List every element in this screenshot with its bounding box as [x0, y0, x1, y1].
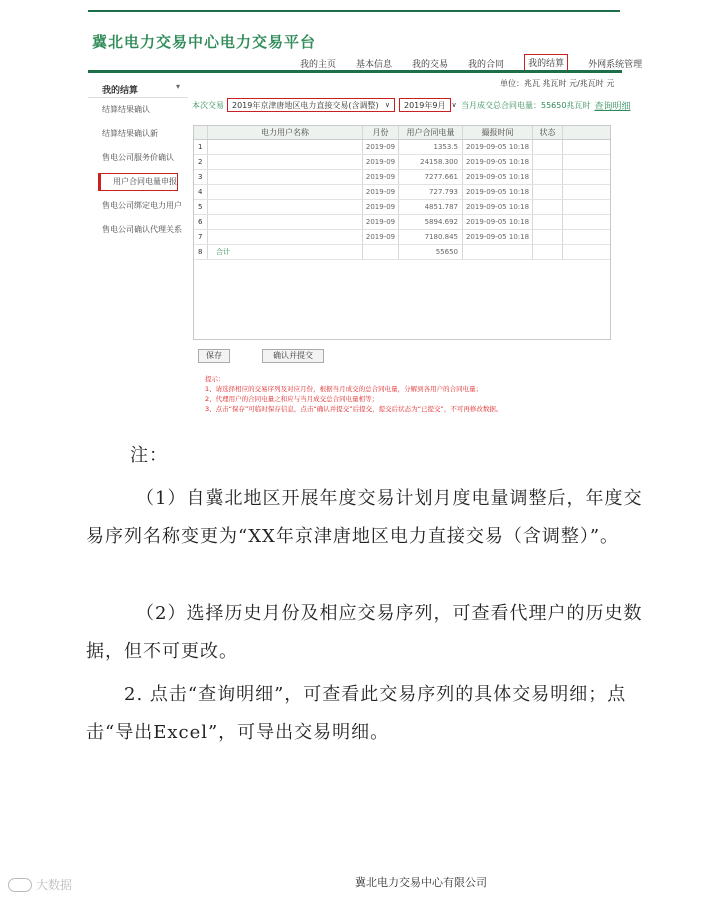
row-time [463, 245, 533, 259]
row-status [533, 215, 563, 229]
table-row[interactable] [194, 230, 610, 245]
row-index: 5 [194, 200, 208, 214]
sidebar-item-agency-confirm[interactable]: 售电公司确认代理关系 [102, 225, 182, 234]
row-user-name [208, 185, 363, 199]
nav-item-home[interactable]: 我的主页 [300, 60, 337, 70]
total-qty: 55650 [399, 245, 463, 259]
row-user-name [208, 155, 363, 169]
row-month: 2019-09 [363, 170, 399, 184]
tip-line: 1、请选择相应的交易序列及对应月份，根据当月成交的总合同电量，分解到各用户的合同电量； [205, 385, 483, 393]
row-month: 2019-09 [363, 140, 399, 154]
row-qty[interactable]: 7180.845 [399, 230, 463, 244]
row-user-name [208, 215, 363, 229]
notes-heading: 注： [130, 445, 168, 466]
col-status: 状态 [533, 126, 563, 139]
row-index: 6 [194, 215, 208, 229]
col-index [194, 126, 208, 139]
sidebar-item-settlement-confirm[interactable]: 结算结果确认 [102, 105, 150, 114]
nav-item-external-admin[interactable]: 外网系统管理 [588, 60, 643, 70]
row-month [363, 245, 399, 259]
sidebar-item-bind-users[interactable]: 售电公司绑定电力用户 [102, 201, 182, 210]
row-user-name [208, 200, 363, 214]
row-index: 2 [194, 155, 208, 169]
row-status [533, 140, 563, 154]
table-row[interactable] [194, 140, 610, 155]
row-month: 2019-09 [363, 185, 399, 199]
sequence-select-value: 2019年京津唐地区电力直接交易(含调整) [232, 100, 379, 110]
row-month: 2019-09 [363, 155, 399, 169]
nav-item-my-contracts[interactable]: 我的合同 [468, 60, 505, 70]
table-row[interactable] [194, 155, 610, 170]
table-row[interactable] [194, 215, 610, 230]
confirm-submit-button[interactable]: 确认并提交 [262, 349, 324, 363]
row-time: 2019-09-05 10:18 [463, 230, 533, 244]
row-month: 2019-09 [363, 215, 399, 229]
nav-divider [88, 70, 622, 73]
row-status [533, 170, 563, 184]
row-status [533, 230, 563, 244]
chevron-down-icon: ▾ [175, 82, 180, 91]
row-user-name [208, 230, 363, 244]
tip-line: 2、代理用户的合同电量之和应与当月成交总合同电量相等； [205, 395, 379, 403]
row-month: 2019-09 [363, 200, 399, 214]
sidebar-item-contract-declare[interactable]: 用户合同电量申报 [98, 173, 178, 191]
filter-bar [192, 98, 630, 112]
table-total-row [194, 245, 610, 260]
row-qty[interactable]: 7277.661 [399, 170, 463, 184]
table-header [194, 126, 610, 140]
row-user-name [208, 140, 363, 154]
row-qty[interactable]: 1353.5 [399, 140, 463, 154]
sidebar-item-service-price-confirm[interactable]: 售电公司服务价确认 [102, 153, 174, 162]
tips-block [205, 374, 502, 414]
row-index: 4 [194, 185, 208, 199]
row-index: 1 [194, 140, 208, 154]
row-qty[interactable]: 5894.692 [399, 215, 463, 229]
sidebar-header[interactable] [88, 78, 188, 98]
row-time: 2019-09-05 10:18 [463, 155, 533, 169]
row-status [533, 200, 563, 214]
chevron-down-icon: ∨ [384, 101, 390, 109]
top-divider [88, 10, 620, 12]
query-detail-link[interactable]: 查询明细 [594, 101, 631, 112]
nav-item-my-settlement[interactable]: 我的结算 [524, 54, 568, 71]
nav-item-my-trades[interactable]: 我的交易 [412, 60, 449, 70]
app-title: 冀北电力交易中心电力交易平台 [92, 33, 317, 51]
row-time: 2019-09-05 10:18 [463, 215, 533, 229]
row-qty[interactable]: 727.793 [399, 185, 463, 199]
row-time: 2019-09-05 10:18 [463, 185, 533, 199]
chevron-down-icon: ∨ [451, 101, 457, 109]
tip-line: 3、点击“保存”可临时保存信息，点击“确认并提交”后提交，提交后状态为“已提交”，不可再修改数据。 [205, 405, 503, 413]
total-label: 合计 [208, 245, 363, 259]
tips-title: 提示： [205, 375, 225, 383]
month-select-value: 2019年9月 [404, 100, 446, 110]
note-paragraph-1: （1）自冀北地区开展年度交易计划月度电量调整后，年度交易序列名称变更为“XX年京津唐地区电力直接交易（含调整）”。 [86, 488, 643, 547]
month-select[interactable] [399, 98, 457, 112]
row-status [533, 185, 563, 199]
table-row[interactable] [194, 170, 610, 185]
row-status [533, 155, 563, 169]
sidebar-header-label: 我的结算 [102, 86, 139, 96]
row-index: 3 [194, 170, 208, 184]
row-qty[interactable]: 4851.787 [399, 200, 463, 214]
sequence-label: 本次交易 [192, 100, 224, 110]
row-qty[interactable]: 24158.300 [399, 155, 463, 169]
nav-item-basic-info[interactable]: 基本信息 [356, 60, 393, 70]
contract-table [193, 125, 611, 340]
row-index: 7 [194, 230, 208, 244]
row-time: 2019-09-05 10:18 [463, 200, 533, 214]
col-report-time: 撮报时间 [463, 126, 533, 139]
row-time: 2019-09-05 10:18 [463, 170, 533, 184]
row-user-name [208, 170, 363, 184]
col-user-name: 电力用户名称 [208, 126, 363, 139]
main-nav [300, 57, 662, 71]
table-row[interactable] [194, 185, 610, 200]
watermark-text: 大数据 [36, 878, 73, 892]
col-month: 月份 [363, 126, 399, 139]
row-month: 2019-09 [363, 230, 399, 244]
watermark [8, 876, 72, 893]
sidebar-item-settlement-confirm-new[interactable]: 结算结果确认新 [102, 129, 158, 138]
note-paragraph-3: 2. 点击“查询明细”，可查看此交易序列的具体交易明细；点击“导出Excel”，可导出交易明细。 [86, 684, 627, 743]
total-contract-note: 当月成交总合同电量：55650兆瓦时 [461, 100, 591, 110]
note-paragraph-2: （2）选择历史月份及相应交易序列，可查看代理户的历史数据，但不可更改。 [86, 603, 643, 662]
row-index: 8 [194, 245, 208, 259]
save-button[interactable]: 保存 [198, 349, 230, 363]
row-time: 2019-09-05 10:18 [463, 140, 533, 154]
watermark-logo-icon [8, 878, 32, 892]
col-contract-qty: 用户合同电量 [399, 126, 463, 139]
units-label: 单位：兆瓦 兆瓦时 元/兆瓦时 元 [500, 79, 615, 88]
sidebar [88, 78, 188, 242]
sequence-select[interactable] [227, 98, 395, 112]
table-row[interactable] [194, 200, 610, 215]
footer-company: 冀北电力交易中心有限公司 [355, 876, 487, 889]
row-status [533, 245, 563, 259]
